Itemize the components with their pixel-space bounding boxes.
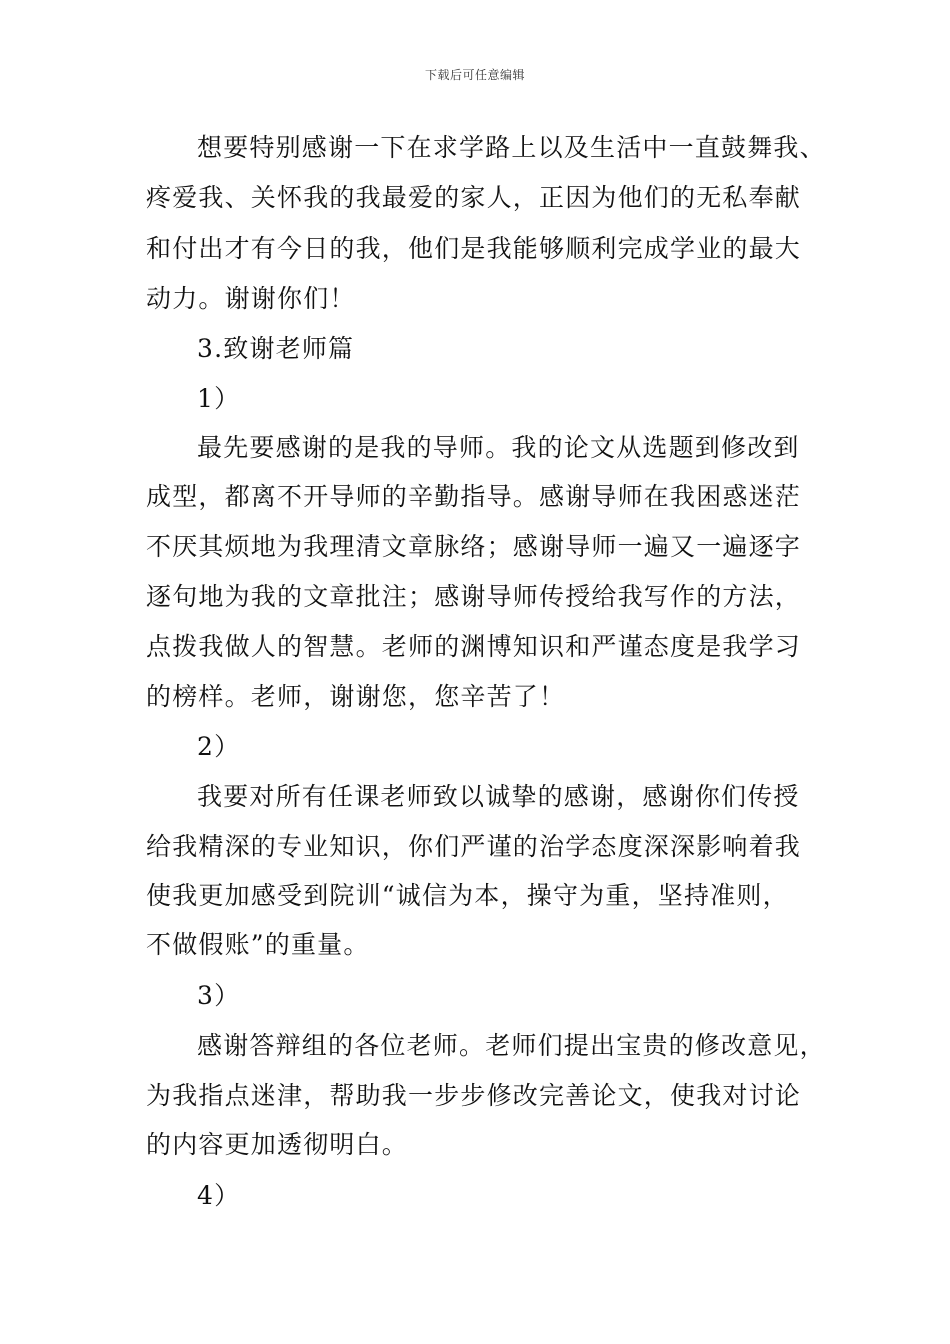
paragraph-line: 给我精深的专业知识，你们严谨的治学态度深深影响着我 [146, 832, 802, 861]
paragraph-line: 成型，都离不开导师的辛勤指导。感谢导师在我困惑迷茫 [146, 482, 802, 511]
page-header: 下载后可任意编辑 [424, 68, 525, 82]
paragraph-line: 点拨我做人的智慧。老师的渊博知识和严谨态度是我学习 [146, 632, 802, 661]
paragraph-line: 为我指点迷津，帮助我一步步修改完善论文，使我对讨论 [146, 1081, 802, 1110]
section-heading: 3.致谢老师篇 [197, 334, 355, 363]
paragraph-line: 使我更加感受到院训“诚信为本，操守为重，坚持准则， [146, 881, 789, 910]
paragraph-line: 不做假账”的重量。 [146, 930, 370, 959]
paragraph-line: 和付出才有今日的我，他们是我能够顺利完成学业的最大 [146, 234, 802, 263]
paragraph-line: 不厌其烦地为我理清文章脉络；感谢导师一遍又一遍逐字 [146, 532, 802, 561]
paragraph-line: 感谢答辩组的各位老师。老师们提出宝贵的修改意见， [197, 1031, 826, 1060]
paragraph-line: 我要对所有任课老师致以诚挚的感谢，感谢你们传授 [197, 782, 800, 811]
paragraph-line: 疼爱我、关怀我的我最爱的家人，正因为他们的无私奉献 [146, 183, 802, 212]
paragraph-line: 想要特别感谢一下在求学路上以及生活中一直鼓舞我、 [197, 133, 826, 162]
paragraph-line: 最先要感谢的是我的导师。我的论文从选题到修改到 [197, 433, 800, 462]
item-number: 1） [197, 384, 241, 413]
paragraph-line: 逐句地为我的文章批注；感谢导师传授给我写作的方法， [146, 582, 802, 611]
paragraph-line: 的榜样。老师，谢谢您，您辛苦了！ [146, 682, 566, 711]
paragraph-line: 动力。谢谢你们！ [146, 284, 356, 313]
paragraph-line: 的内容更加透彻明白。 [146, 1130, 409, 1159]
item-number: 2） [197, 732, 241, 761]
item-number: 3） [197, 981, 241, 1010]
item-number: 4） [197, 1181, 241, 1210]
